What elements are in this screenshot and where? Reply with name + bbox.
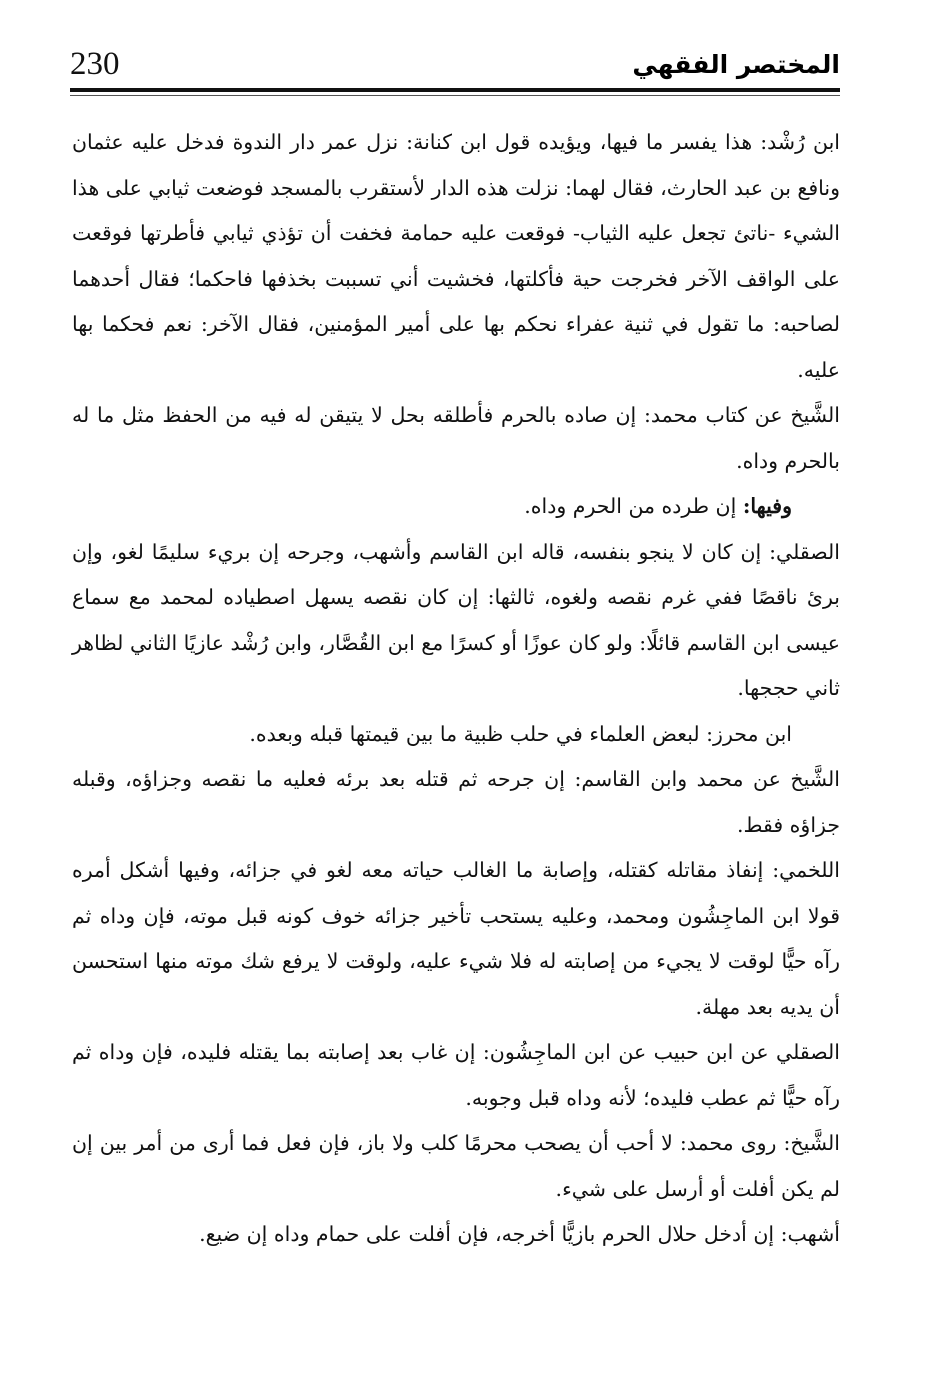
paragraph-9: [72, 1121, 840, 1212]
paragraph-text: إن طرده من الحرم وداه.: [524, 494, 737, 518]
paragraph-4: [72, 530, 840, 712]
paragraph-1: [72, 120, 840, 393]
header-rule-thick: [70, 88, 840, 92]
paragraph-lead: وفيها:: [742, 494, 792, 518]
paragraph-text: الشَّيخ عن كتاب محمد: إن صاده بالحرم فأطلقه بحل لا يتيقن له فيه من الحفظ مثل ما له بالحرم وداه.: [72, 403, 840, 473]
paragraph-7: [72, 848, 840, 1030]
paragraph-text: الشَّيخ عن محمد وابن القاسم: إن جرحه ثم قتله بعد برئه فعليه ما نقصه وجزاؤه، وقبله جزاؤه فقط.: [72, 767, 840, 837]
paragraph-text: ابن رُشْد: هذا يفسر ما فيها، ويؤيده قول ابن كنانة: نزل عمر دار الندوة فدخل عليه عثمان ونافع بن عبد الحارث، فقال لهما: نزلت هذه الدار لأستقرب بالمسجد فوضعت ثيابي على هذا الشيء -ناتئ تجعل عليه الثياب- فوقعت عليه حمامة فخفت أن تؤذي ثيابي فأطرتها فوقعت على الواقف الآخر فخرجت حية فأكلتها، فخشيت أني تسببت بخذفها فاحكما؛ فقال أحدهما لصاحبه: ما تقول في ثنية عفراء نحكم بها على أمير المؤمنين، فقال الآخر: نعم فحكما بها عليه.: [71, 130, 840, 382]
paragraph-text: أشهب: إن أدخل حلال الحرم بازيًّا أخرجه، فإن أفلت على حمام وداه إن ضيع.: [199, 1222, 840, 1246]
book-title: المختصر الفقهي: [632, 50, 840, 79]
paragraph-10: [72, 1212, 840, 1258]
paragraph-8: [72, 1030, 840, 1121]
paragraph-text: الصقلي عن ابن حبيب عن ابن الماجِشُون: إن غاب بعد إصابته بما يقتله فليده، فإن وداه ثم رآه حيًّا ثم عطب فليده؛ لأنه وداه قبل وجوبه.: [72, 1040, 840, 1110]
header-rule-thin: [70, 95, 840, 96]
body-text: [72, 120, 840, 1258]
paragraph-3: [72, 484, 840, 530]
paragraph-text: الصقلي: إن كان لا ينجو بنفسه، قاله ابن القاسم وأشهب، وجرحه إن بريء سليمًا لغو، وإن برئ ناقصًا ففي غرم نقصه ولغوه، ثالثها: إن كان نقصه يسهل اصطياده لمحمد مع سماع عيسى ابن القاسم قائلًا: ولو كان عوزًا أو كسرًا مع ابن القُصَّار، وابن رُشْد عازيًا الثاني لظاهر ثاني حججها.: [72, 539, 840, 700]
page-number: 230: [70, 46, 120, 82]
paragraph-2: [72, 393, 840, 484]
page-header: [70, 40, 840, 90]
paragraph-5: [72, 712, 840, 758]
paragraph-6: [72, 757, 840, 848]
paragraph-text: الشَّيخ: روى محمد: لا أحب أن يصحب محرمًا كلب ولا باز، فإن فعل فما أرى من أمر بين إن لم يكن أفلت أو أرسل على شيء.: [72, 1131, 840, 1201]
paragraph-text: ابن محرز: لبعض العلماء في حلب ظبية ما بين قيمتها قبله وبعده.: [249, 721, 792, 746]
paragraph-text: اللخمي: إنفاذ مقاتله كقتله، وإصابة ما الغالب حياته معه لغو في جزائه، وفيها أشكل أمره قولا ابن الماجِشُون ومحمد، وعليه يستحب تأخير جزائه خوف كونه قبل موته، فإن وداه ثم رآه حيًّا لوقت لا يجيء من إصابته له فلا شيء عليه، ولوقت لا يرفع شك موته منها استحسن أن يديه بعد مهلة.: [72, 858, 840, 1019]
